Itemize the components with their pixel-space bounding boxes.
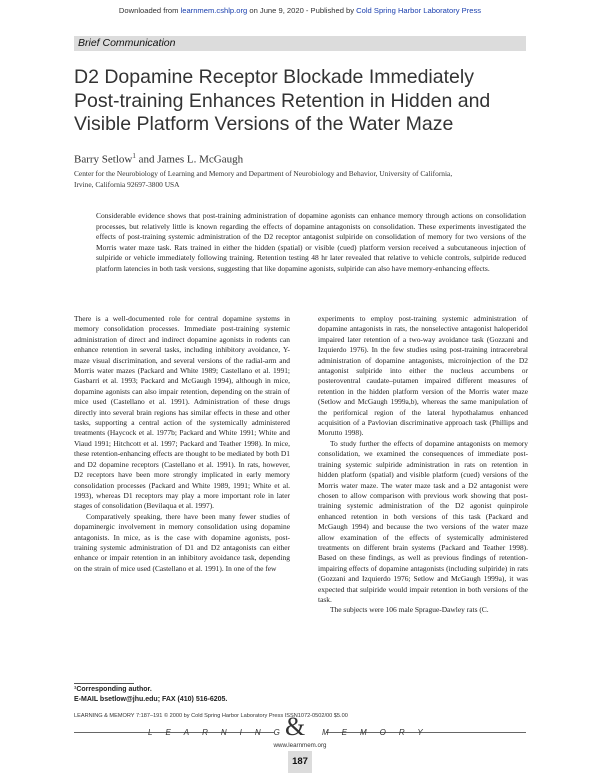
page-number: 187	[292, 756, 308, 767]
body-column-left	[74, 314, 290, 574]
author-rest: and James L. McGaugh	[135, 153, 244, 166]
correspondence-label: ¹Corresponding author.	[74, 686, 152, 693]
section-label: Brief Communication	[78, 37, 176, 49]
journal-website[interactable]: www.learnmem.org	[273, 742, 327, 749]
body-paragraph: Comparatively speaking, there have been many fewer studies of dopaminergic involvement in memory consolidation using dopamine antagonists. In mice, as is the case with dopamine agonists, post-training systemic administration of D1 and D2 antagonists can either enhance or impair retention in an inhibitory avoidance task, depending on the strain of mice used (Castellano et al. 1991). In one of the few	[74, 511, 290, 573]
correspondence-contact: E-MAIL bsetlow@jhu.edu; FAX (410) 516-6205.	[74, 695, 228, 703]
title-line-3: Visible Platform Versions of the Water Maze	[74, 113, 454, 135]
body-column-right	[318, 314, 528, 616]
abstract: Considerable evidence shows that post-training administration of dopamine agonists can enhance memory through actions on consolidation processes, but relatively little is known regarding the effects of dopamine antagonists on consolidation. These experiments investigated the effects of post-training systemic administration of the D2 receptor antagonist sulpiride on consolidation of memory for two versions of the Morris water maze task. Rats trained in either the hidden (spatial) or visible (cued) platform version received a subcutaneous injection of sulpiride or vehicle immediately following training. Retention testing 48 hr later revealed that relative to vehicle controls, sulpiride reduced platform latencies in both task versions, suggesting that like dopamine agonists, sulpiride can also have memory-enhancing effects.	[96, 211, 526, 273]
footer-word-memory: MEMORY	[322, 728, 436, 737]
body-paragraph: experiments to employ post-training systemic administration of dopamine antagonists in rats, the nonselective antagonist haloperidol impaired later retention of a two-way avoidance task (Gozzani and Izquierdo 1976). In the few studies using post-training intracerebral administration of dopamine antagonists, microinjection of the D2 antagonist sulpiride into either the nucleus accumbens or posteroventral caudate–putamen impaired different measures of retention in the hidden platform version of the Morris water maze (Setlow and McGaugh 1999a,b), whereas the same manipulation of the perifornical region of the lateral hypothalamus enhanced acquisition of a Pavlovian discriminative approach task (Phillips and Morutto 1998).	[318, 314, 528, 438]
publisher-link[interactable]: Cold Spring Harbor Laboratory Press	[356, 6, 482, 15]
body-paragraph: The subjects were 106 male Sprague-Dawley rats (C.	[330, 605, 489, 615]
author-line	[74, 152, 243, 166]
footer-word-learning: LEARNING	[148, 728, 293, 737]
affiliation-line-1: Center for the Neurobiology of Learning and Memory and Department of Neurobiology and Behavior, University of California,	[74, 169, 453, 178]
footnote-divider	[74, 683, 134, 684]
journal-citation: LEARNING & MEMORY 7:187–191 © 2000 by Cold Spring Harbor Laboratory Press ISSN1072-0502/00 $5.00	[74, 713, 348, 719]
affiliation	[74, 168, 544, 190]
download-notice	[0, 6, 600, 15]
body-paragraph: To study further the effects of dopamine antagonists on memory consolidation, we examined the consequences of immediate post-training systemic sulpiride administration in rats on retention in hidden platform (spatial) and visible platform (cued) versions of the Morris water maze. The water maze task and a D2 antagonist were chosen to allow comparison with previous work showing that post-training systemic administration of the D2 agonist quinpirole enhanced retention in both versions of this task (Packard and McGaugh 1994) and because the two versions of the water maze allow examination of the effects of systemically administered treatments on different brain systems (Packard and Teather 1998). Based on these findings, as well as previous findings of retention-impairing effects of dopamine antagonists (including sulpiride) in rats (Gozzani and Izquierdo 1976; Setlow and McGaugh 1999a), it was expected that sulpiride would impair retention in both versions of the task.	[318, 438, 528, 604]
correspondence-note	[74, 685, 227, 704]
footer-ampersand: &	[285, 712, 306, 741]
title-line-1: D2 Dopamine Receptor Blockade Immediately	[74, 66, 474, 88]
author-first: Barry Setlow	[74, 153, 133, 166]
download-middle: on June 9, 2020 - Published by	[247, 6, 357, 15]
download-prefix: Downloaded from	[118, 6, 181, 15]
title-line-2: Post-training Enhances Retention in Hidden and	[74, 89, 491, 112]
download-site-link[interactable]: learnmem.cshlp.org	[180, 6, 248, 15]
article-title	[74, 66, 534, 137]
body-paragraph: There is a well-documented role for central dopamine systems in memory consolidation processes. Immediate post-training systemic administration of direct and indirect dopamine agonists in rodents can enhance retention in several tasks, including inhibitory avoidance, Y-maze visual discrimination, and several versions of the radial-arm and Morris water mazes (Packard and White 1989; Castellano et al. 1991; Gasbarri et al. 1993; Packard and McGaugh 1994), although in mice, dopamine agonists can also impair retention, depending on the strain of mice used (Castellano et al. 1991). Administration of these drugs directly into several brain regions has similar effects in these and other tasks, supporting a central action of the systemically administered treatments (Haycock et al. 1977b; Packard and White 1991; White and Viaud 1991; Hitchcott et al. 1997; Packard and Teather 1998). In mice, these retention-enhancing effects are thought to be mediated by both D1 and D2 dopamine receptors (Castellano et al. 1991). In rats, however, D2 receptors have been more strongly implicated in early memory consolidation processes (Packard and White 1989, 1991; White et al. 1993), whereas D1 receptors may play a more important role in later stages of consolidation (Bevilaqua et al. 1997).	[74, 314, 290, 511]
author-footnote-mark: 1	[132, 152, 136, 160]
affiliation-line-2: Irvine, California 92697-3800 USA	[74, 180, 180, 189]
